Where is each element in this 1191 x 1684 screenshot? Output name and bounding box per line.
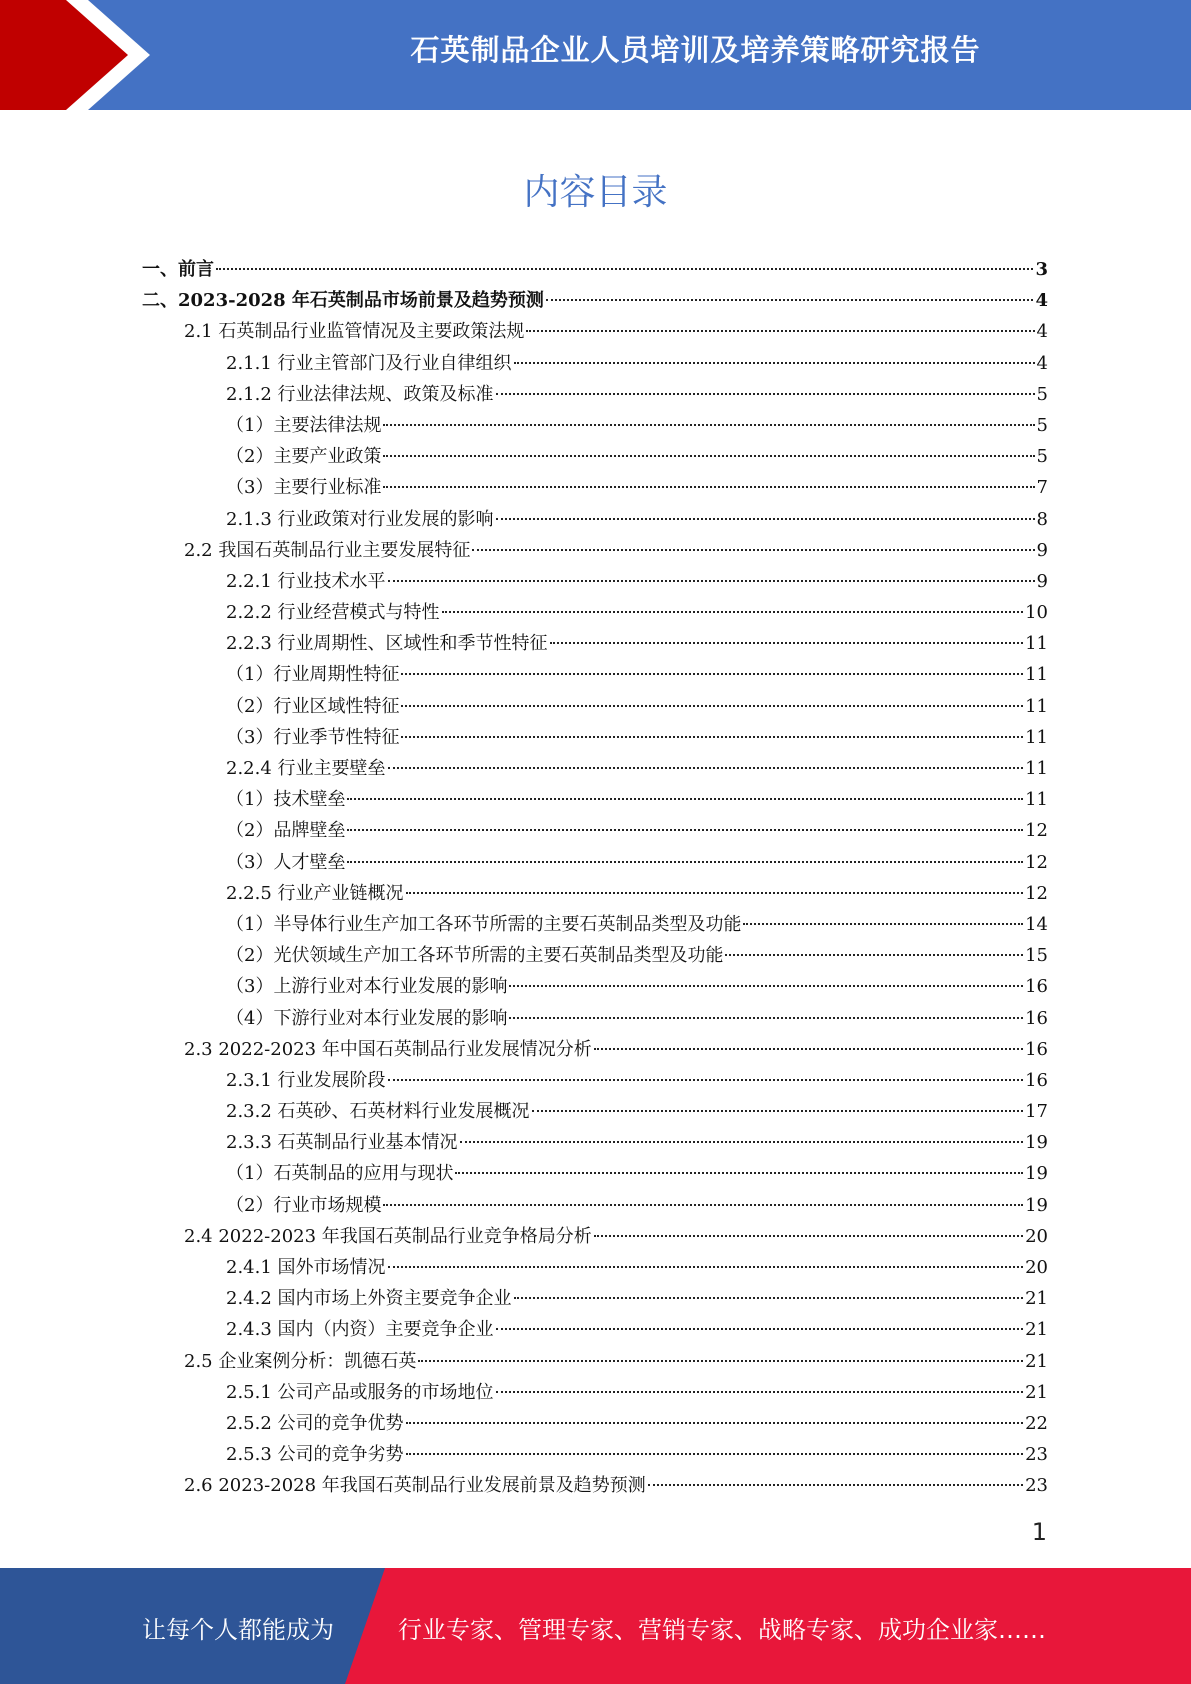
toc-entry[interactable]: [142, 316, 1048, 347]
toc-entry-label: （2）光伏领域生产加工各环节所需的主要石英制品类型及功能: [226, 945, 724, 967]
toc-leader-dots: [514, 362, 1035, 364]
toc-entry[interactable]: [142, 348, 1048, 379]
toc-entry-page: 11: [1025, 726, 1048, 748]
toc-entry-page: 23: [1025, 1475, 1048, 1497]
toc-entry-label: 2.2.5 行业产业链概况: [226, 882, 404, 904]
toc-leader-dots: [347, 829, 1023, 831]
toc-entry-label: （3）主要行业标准: [226, 477, 382, 499]
toc-entry-page: 14: [1025, 913, 1048, 935]
toc-leader-dots: [496, 393, 1035, 395]
toc-entry-label: 2.4.2 国内市场上外资主要竞争企业: [226, 1288, 512, 1310]
page-number: 1: [1031, 1518, 1047, 1546]
footer-roles: 行业专家、管理专家、营销专家、战略专家、成功企业家……: [398, 1616, 1046, 1644]
toc-entry[interactable]: [142, 597, 1048, 628]
toc-entry[interactable]: [142, 659, 1048, 690]
toc-leader-dots: [216, 268, 1033, 270]
toc-entry-page: 10: [1025, 602, 1048, 624]
toc-leader-dots: [388, 1079, 1024, 1081]
toc-entry[interactable]: [142, 1158, 1048, 1189]
toc-entry-label: 2.4.1 国外市场情况: [226, 1257, 386, 1278]
toc-entry-page: 7: [1036, 477, 1048, 499]
toc-entry[interactable]: [142, 722, 1048, 753]
toc-entry-page: 19: [1025, 1163, 1048, 1185]
toc-leader-dots: [406, 1422, 1024, 1424]
toc-entry[interactable]: [142, 1065, 1048, 1096]
toc-entry-label: （4）下游行业对本行业发展的影响: [226, 1007, 508, 1029]
toc-entry-label: （1）技术壁垒: [226, 789, 346, 811]
toc-entry-label: 2.3.2 石英砂、石英材料行业发展概况: [226, 1101, 530, 1123]
toc-entry-label: 2.2.3 行业周期性、区域性和季节性特征: [226, 633, 548, 655]
toc-leader-dots: [383, 424, 1034, 426]
toc-leader-dots: [455, 1172, 1023, 1174]
toc-leader-dots: [594, 1048, 1023, 1050]
toc-leader-dots: [532, 1110, 1024, 1112]
toc-entry-page: 11: [1025, 633, 1048, 655]
toc-entry-label: 2.1.1 行业主管部门及行业自律组织: [226, 352, 512, 374]
footer-slogan: 让每个人都能成为: [142, 1616, 334, 1644]
toc-entry-label: 2.3.1 行业发展阶段: [226, 1069, 386, 1091]
toc-leader-dots: [388, 580, 1035, 582]
toc-entry-page: 21: [1025, 1288, 1048, 1310]
toc-entry[interactable]: [142, 753, 1048, 784]
toc-entry-label: （2）品牌壁垒: [226, 820, 346, 842]
toc-entry-label: （2）行业市场规模: [226, 1194, 382, 1216]
toc-entry-page: 19: [1025, 1132, 1048, 1154]
toc-entry-label: 2.4 2022-2023 年我国石英制品行业竞争格局分析: [184, 1225, 592, 1247]
toc-entry-page: 19: [1025, 1194, 1048, 1216]
toc-entry-page: 17: [1025, 1101, 1048, 1123]
toc-entry-page: 15: [1025, 945, 1048, 967]
toc-entry-label: 2.3 2022-2023 年中国石英制品行业发展情况分析: [184, 1038, 592, 1060]
toc-entry-page: 9: [1036, 539, 1048, 561]
toc-entry-page: 16: [1025, 976, 1048, 998]
toc-entry-page: 11: [1025, 789, 1048, 811]
toc-entry-page: 11: [1025, 758, 1048, 779]
toc-entry-page: 16: [1025, 1007, 1048, 1029]
toc-entry-label: （3）上游行业对本行业发展的影响: [226, 976, 508, 998]
toc-leader-dots: [472, 549, 1034, 551]
toc-leader-dots: [546, 299, 1034, 301]
toc-entry[interactable]: [142, 971, 1048, 1002]
toc-entry-page: 3: [1035, 259, 1048, 280]
toc-leader-dots: [743, 923, 1023, 925]
toc-entry[interactable]: [142, 504, 1048, 535]
toc-entry-label: 2.2.4 行业主要壁垒: [226, 758, 386, 779]
toc-entry-page: 23: [1025, 1444, 1048, 1466]
toc-entry-label: 2.2.1 行业技术水平: [226, 570, 386, 592]
toc-entry-page: 21: [1025, 1350, 1048, 1372]
toc-entry[interactable]: [142, 535, 1048, 566]
toc-leader-dots: [509, 985, 1023, 987]
toc-entry-page: 11: [1025, 695, 1048, 717]
toc-entry-page: 11: [1025, 664, 1048, 686]
report-title: 石英制品企业人员培训及培养策略研究报告: [410, 33, 981, 67]
toc-entry-label: （1）行业周期性特征: [226, 664, 400, 686]
toc-entry-label: 2.2 我国石英制品行业主要发展特征: [184, 539, 471, 561]
toc-entry-page: 4: [1036, 321, 1048, 343]
toc-leader-dots: [388, 1266, 1024, 1268]
toc-entry[interactable]: [142, 1252, 1048, 1283]
toc-entry[interactable]: [142, 1377, 1048, 1408]
toc-entry[interactable]: [142, 1221, 1048, 1252]
toc-entry[interactable]: [142, 472, 1048, 503]
toc-entry-page: 12: [1025, 851, 1048, 873]
toc-entry-page: 21: [1025, 1381, 1048, 1403]
toc-entry[interactable]: [142, 628, 1048, 659]
toc-leader-dots: [496, 1328, 1024, 1330]
toc-entry-label: 一、前言: [142, 259, 214, 280]
toc-entry-label: 2.5.1 公司产品或服务的市场地位: [226, 1381, 494, 1403]
toc-entry[interactable]: [142, 410, 1048, 441]
toc-entry[interactable]: [142, 254, 1048, 285]
toc-entry-page: 12: [1025, 820, 1048, 842]
toc-entry-page: 4: [1035, 290, 1048, 312]
toc-leader-dots: [594, 1235, 1023, 1237]
toc-entry[interactable]: [142, 1283, 1048, 1314]
toc-leader-dots: [550, 642, 1024, 644]
toc-leader-dots: [460, 1141, 1024, 1143]
toc-leader-dots: [442, 611, 1024, 613]
toc-entry-page: 5: [1036, 446, 1048, 468]
toc-entry[interactable]: [142, 1127, 1048, 1158]
toc-entry-page: 4: [1036, 352, 1048, 374]
toc-entry[interactable]: [142, 441, 1048, 472]
toc-entry-page: 20: [1025, 1225, 1048, 1247]
toc-entry-label: （1）主要法律法规: [226, 414, 382, 436]
toc-entry-label: （2）行业区域性特征: [226, 695, 400, 717]
toc-entry[interactable]: [142, 1408, 1048, 1439]
toc-entry[interactable]: [142, 815, 1048, 846]
toc-leader-dots: [509, 1017, 1023, 1019]
toc-heading: 内容目录: [523, 172, 668, 213]
toc-entry[interactable]: [142, 940, 1048, 971]
toc-entry-label: 2.5.2 公司的竞争优势: [226, 1412, 404, 1434]
page-header: [0, 0, 1191, 110]
toc-entry-page: 5: [1036, 414, 1048, 436]
toc-leader-dots: [514, 1297, 1024, 1299]
toc-entry-page: 16: [1025, 1038, 1048, 1060]
toc-entry-page: 16: [1025, 1069, 1048, 1091]
toc-entry[interactable]: [142, 379, 1048, 410]
toc-entry-page: 8: [1036, 508, 1048, 530]
toc-entry-label: 2.2.2 行业经营模式与特性: [226, 602, 440, 624]
table-of-contents: [142, 254, 1048, 1502]
toc-entry-label: （1）半导体行业生产加工各环节所需的主要石英制品类型及功能: [226, 913, 742, 935]
toc-entry-label: 2.1 石英制品行业监管情况及主要政策法规: [184, 321, 525, 343]
toc-entry-label: （3）行业季节性特征: [226, 726, 400, 748]
toc-entry-page: 20: [1025, 1257, 1048, 1278]
toc-entry[interactable]: [142, 566, 1048, 597]
toc-entry-label: 2.1.2 行业法律法规、政策及标准: [226, 383, 494, 405]
toc-entry[interactable]: [142, 784, 1048, 815]
toc-entry-page: 22: [1025, 1412, 1048, 1434]
toc-entry[interactable]: [142, 1096, 1048, 1127]
toc-leader-dots: [401, 673, 1023, 675]
toc-entry[interactable]: [142, 847, 1048, 878]
toc-leader-dots: [383, 486, 1034, 488]
toc-entry-label: （1）石英制品的应用与现状: [226, 1163, 454, 1185]
toc-entry[interactable]: [142, 1470, 1048, 1501]
toc-entry[interactable]: [142, 1003, 1048, 1034]
toc-entry-label: 2.3.3 石英制品行业基本情况: [226, 1132, 458, 1154]
toc-leader-dots: [418, 1360, 1023, 1362]
toc-leader-dots: [401, 705, 1023, 707]
toc-entry-label: 2.6 2023-2028 年我国石英制品行业发展前景及趋势预测: [184, 1475, 646, 1497]
toc-leader-dots: [383, 455, 1034, 457]
toc-leader-dots: [347, 861, 1023, 863]
toc-entry[interactable]: [142, 691, 1048, 722]
toc-leader-dots: [526, 330, 1034, 332]
toc-entry-page: 21: [1025, 1319, 1048, 1341]
toc-entry-label: 2.4.3 国内（内资）主要竞争企业: [226, 1319, 494, 1341]
toc-entry-label: （2）主要产业政策: [226, 446, 382, 468]
toc-entry[interactable]: [142, 909, 1048, 940]
toc-entry-label: 2.5 企业案例分析：凯德石英: [184, 1350, 417, 1372]
toc-leader-dots: [496, 1391, 1024, 1393]
toc-leader-dots: [725, 954, 1023, 956]
toc-entry-label: 2.5.3 公司的竞争劣势: [226, 1444, 404, 1466]
toc-entry-page: 12: [1025, 882, 1048, 904]
toc-leader-dots: [401, 736, 1023, 738]
toc-leader-dots: [383, 1204, 1023, 1206]
toc-entry-label: 二、2023-2028 年石英制品市场前景及趋势预测: [142, 290, 544, 312]
toc-entry[interactable]: [142, 1034, 1048, 1065]
toc-leader-dots: [648, 1484, 1023, 1486]
toc-entry-page: 5: [1036, 383, 1048, 405]
toc-entry-page: 9: [1036, 570, 1048, 592]
toc-entry-label: （3）人才壁垒: [226, 851, 346, 873]
toc-entry[interactable]: [142, 1439, 1048, 1470]
toc-leader-dots: [406, 892, 1024, 894]
page-footer: [0, 1568, 1191, 1684]
toc-leader-dots: [347, 798, 1023, 800]
toc-leader-dots: [388, 767, 1024, 769]
toc-entry[interactable]: [142, 285, 1048, 316]
toc-entry[interactable]: [142, 878, 1048, 909]
toc-entry[interactable]: [142, 1314, 1048, 1345]
toc-entry[interactable]: [142, 1346, 1048, 1377]
toc-entry[interactable]: [142, 1190, 1048, 1221]
toc-entry-label: 2.1.3 行业政策对行业发展的影响: [226, 508, 494, 530]
toc-leader-dots: [406, 1453, 1024, 1455]
toc-leader-dots: [496, 518, 1035, 520]
